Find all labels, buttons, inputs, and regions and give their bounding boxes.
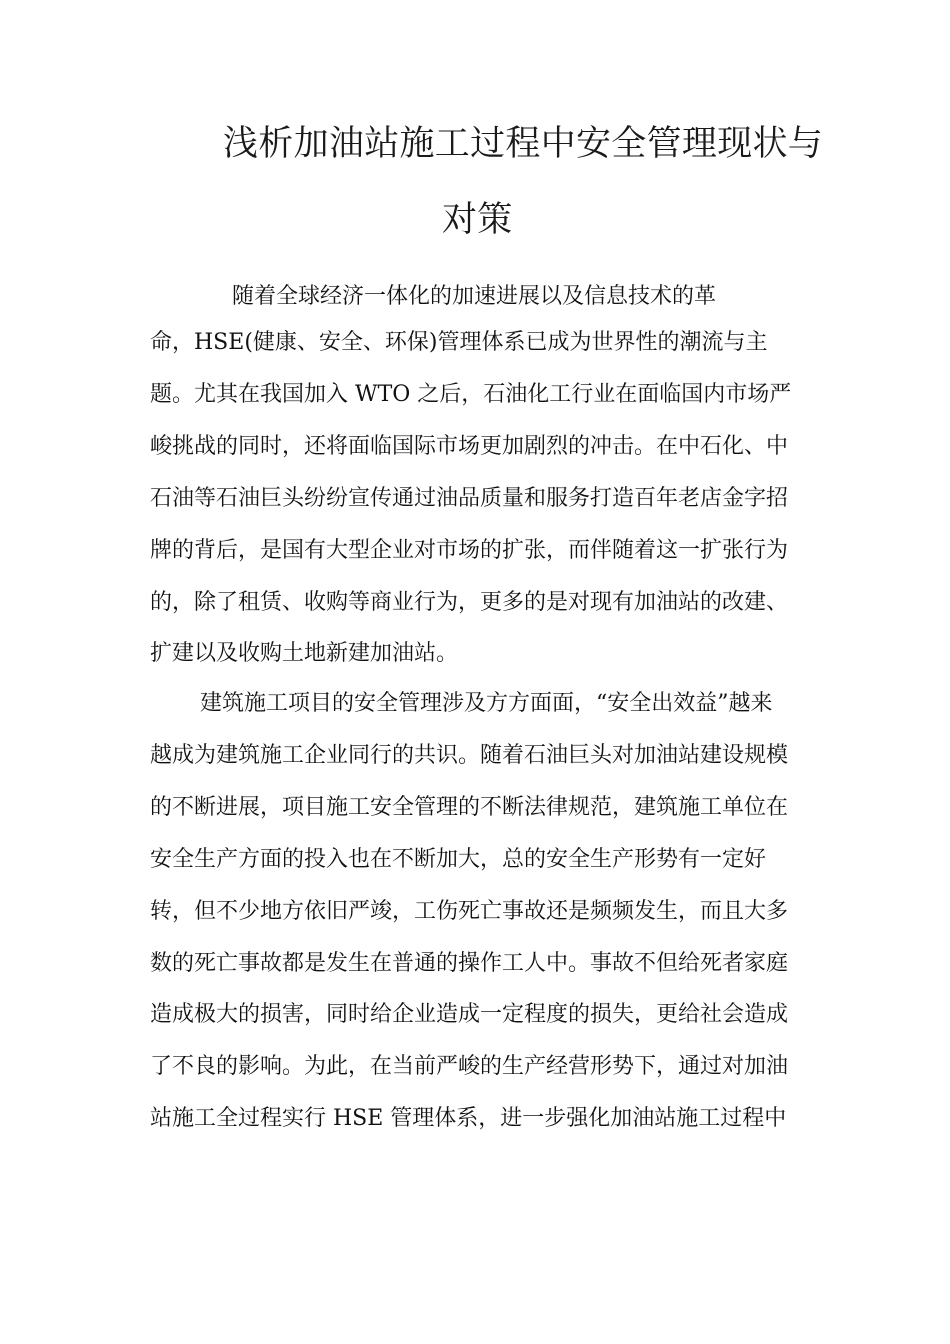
paragraph-1-line-6: 牌的背后，是国有大型企业对市场的扩张，而伴随着这一扩张行为 <box>150 538 789 563</box>
document-title-line-2: 对策 <box>442 200 513 240</box>
paragraph-1-line-2: 命，HSE(健康、安全、环保)管理体系已成为世界性的潮流与主 <box>150 330 768 355</box>
paragraph-2-line-2: 越成为建筑施工企业同行的共识。随着石油巨头对加油站建设规模 <box>150 743 789 768</box>
paragraph-1-line-4: 峻挑战的同时，还将面临国际市场更加剧烈的冲击。在中石化、中 <box>150 434 789 459</box>
paragraph-2-line-5: 转，但不少地方依旧严竣，工伤死亡事故还是频频发生，而且大多 <box>150 899 789 924</box>
paragraph-2-line-6: 数的死亡事故都是发生在普通的操作工人中。事故不但给死者家庭 <box>150 951 789 976</box>
paragraph-2-line-8: 了不良的影响。为此，在当前严峻的生产经营形势下，通过对加油 <box>150 1054 789 1079</box>
paragraph-2-line-3: 的不断进展，项目施工安全管理的不断法律规范，建筑施工单位在 <box>150 795 789 820</box>
paragraph-2-line-4: 安全生产方面的投入也在不断加大，总的安全生产形势有一定好 <box>150 847 767 872</box>
paragraph-1-line-8: 扩建以及收购土地新建加油站。 <box>150 641 459 666</box>
paragraph-2-line-1: 建筑施工项目的安全管理涉及方方面面，“安全出效益”越来 <box>200 691 773 716</box>
paragraph-2-line-9: 站施工全过程实行 HSE 管理体系，进一步强化加油站施工过程中 <box>150 1106 787 1131</box>
paragraph-1-line-1: 随着全球经济一体化的加速进展以及信息技术的革 <box>232 284 717 309</box>
paragraph-1-line-5: 石油等石油巨头纷纷宣传通过油品质量和服务打造百年老店金字招 <box>150 486 789 511</box>
document-title-line-1: 浅析加油站施工过程中安全管理现状与 <box>223 124 824 164</box>
paragraph-1-line-3: 题。尤其在我国加入 WTO 之后，石油化工行业在面临国内市场严 <box>150 382 792 407</box>
paragraph-1-line-7: 的，除了租赁、收购等商业行为，更多的是对现有加油站的改建、 <box>150 590 789 615</box>
paragraph-2-line-7: 造成极大的损害，同时给企业造成一定程度的损失，更给社会造成 <box>150 1002 789 1027</box>
